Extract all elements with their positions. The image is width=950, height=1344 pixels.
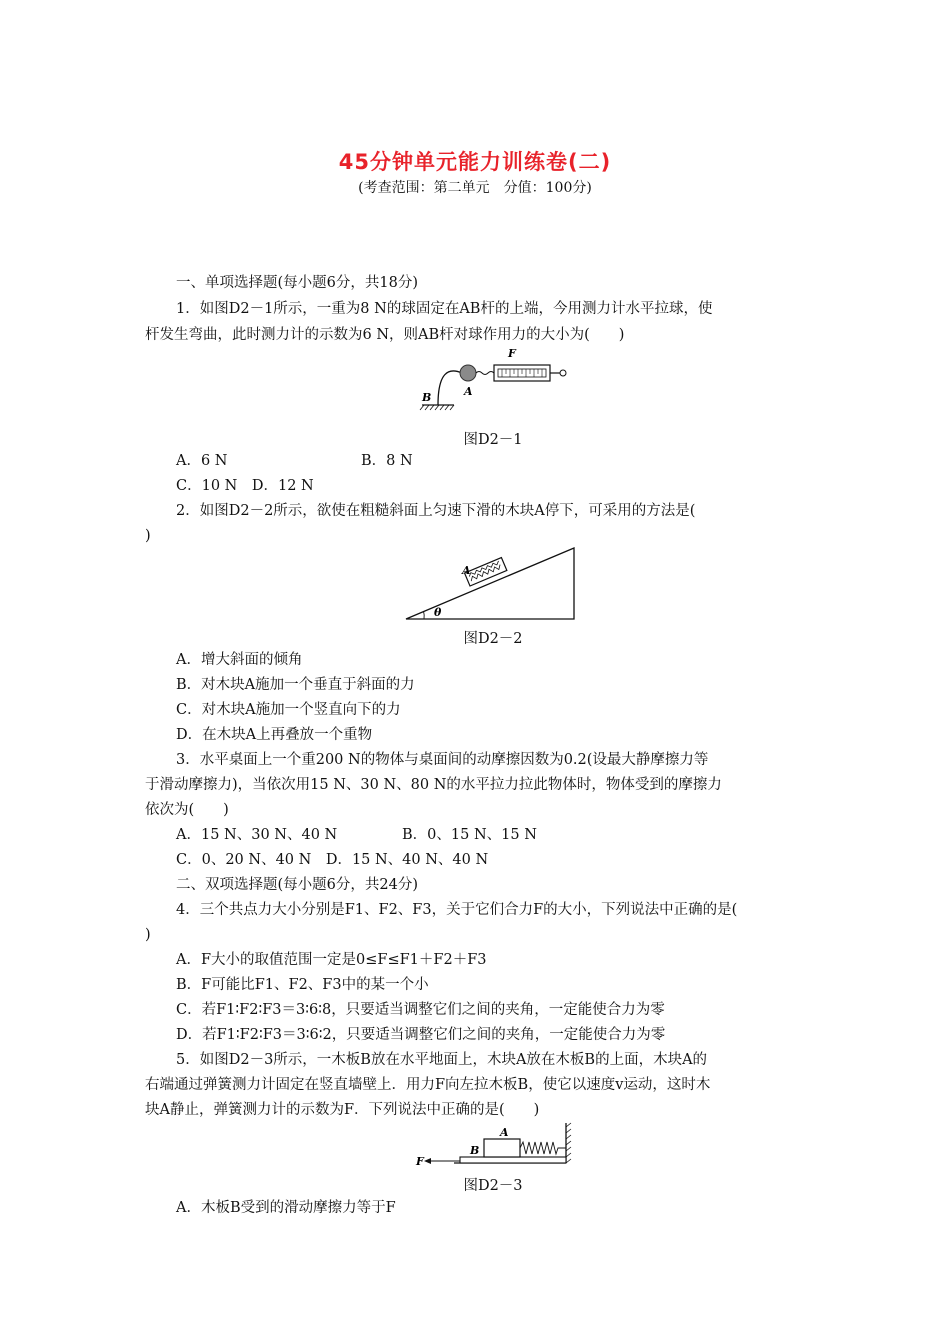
figure-caption-d2-1: 图D2－1	[463, 432, 523, 448]
q4-option-d: D．若F1∶F2∶F3＝3∶6∶2，只要适当调整它们之间的夹角，一定能使合力为零	[176, 1027, 666, 1043]
q3-options-cd: C．0、20 N、40 N D．15 N、40 N、40 N	[176, 852, 489, 868]
q5-stem-line2: 右端通过弹簧测力计固定在竖直墙壁上．用力F向左拉木板B，使它以速度v运动，这时木	[145, 1077, 711, 1093]
page-subtitle: (考查范围：第二单元 分值：100分)	[358, 180, 592, 196]
figure-d2-2	[404, 546, 576, 622]
q4-option-a: A．F大小的取值范围一定是0≤F≤F1＋F2＋F3	[176, 952, 487, 968]
q1-option-a: A．6 N	[176, 453, 228, 469]
q4-option-b: B．F可能比F1、F2、F3中的某一个小	[176, 977, 429, 993]
fig3-label-f: F	[416, 1155, 424, 1168]
fig2-label-theta: θ	[434, 606, 442, 619]
fig3-label-a: A	[500, 1126, 509, 1139]
q3-option-a: A．15 N、30 N、40 N	[176, 827, 338, 843]
q3-stem-line3: 依次为( )	[145, 802, 229, 818]
q3-stem-line1: 3．水平桌面上一个重200 N的物体与桌面间的动摩擦因数为0.2(设最大静摩擦力等	[176, 752, 709, 768]
q4-option-c: C．若F1∶F2∶F3＝3∶6∶8，只要适当调整它们之间的夹角，一定能使合力为零	[176, 1002, 665, 1018]
q1-options-cd: C．10 N D．12 N	[176, 478, 314, 494]
q1-option-b: B．8 N	[361, 453, 413, 469]
q5-stem-line3: 块A静止，弹簧测力计的示数为F．下列说法中正确的是( )	[145, 1102, 540, 1118]
section-heading-2: 二、双项选择题(每小题6分，共24分)	[176, 877, 418, 893]
fig2-label-a: A	[462, 564, 471, 577]
figure-d2-1	[418, 343, 578, 413]
q1-stem-line1: 1．如图D2－1所示，一重为8 N的球固定在AB杆的上端，今用测力计水平拉球，使	[176, 301, 713, 317]
fig1-label-b: B	[422, 391, 432, 404]
q5-stem-line1: 5．如图D2－3所示，一木板B放在水平地面上，木块A放在木板B的上面，木块A的	[176, 1052, 708, 1068]
q2-option-c: C．对木块A施加一个竖直向下的力	[176, 702, 401, 718]
q2-option-d: D．在木块A上再叠放一个重物	[176, 727, 373, 743]
q2-option-a: A．增大斜面的倾角	[176, 652, 303, 668]
fig1-label-f: F	[508, 347, 516, 360]
q3-stem-line2: 于滑动摩擦力)，当依次用15 N、30 N、80 N的水平拉力拉此物体时，物体受到的摩擦力	[145, 777, 722, 793]
q4-stem-line1: 4．三个共点力大小分别是F1、F2、F3，关于它们合力F的大小，下列说法中正确的是(	[176, 902, 738, 918]
figure-d2-3	[414, 1121, 574, 1171]
q2-stem-line2: )	[145, 528, 151, 544]
q4-stem-line2: )	[145, 927, 151, 943]
q5-option-a: A．木板B受到的滑动摩擦力等于F	[176, 1200, 396, 1216]
q1-stem-line2: 杆发生弯曲，此时测力计的示数为6 N，则AB杆对球作用力的大小为( )	[145, 327, 625, 343]
page-title: 45分钟单元能力训练卷(二)	[338, 150, 612, 174]
section-heading-1: 一、单项选择题(每小题6分，共18分)	[176, 275, 418, 291]
figure-caption-d2-2: 图D2－2	[463, 631, 523, 647]
q2-option-b: B．对木块A施加一个垂直于斜面的力	[176, 677, 415, 693]
fig1-label-a: A	[464, 385, 473, 398]
q2-stem-line1: 2．如图D2－2所示，欲使在粗糙斜面上匀速下滑的木块A停下，可采用的方法是(	[176, 503, 696, 519]
q3-option-b: B．0、15 N、15 N	[402, 827, 537, 843]
figure-caption-d2-3: 图D2－3	[463, 1178, 523, 1194]
fig3-label-b: B	[470, 1144, 480, 1157]
